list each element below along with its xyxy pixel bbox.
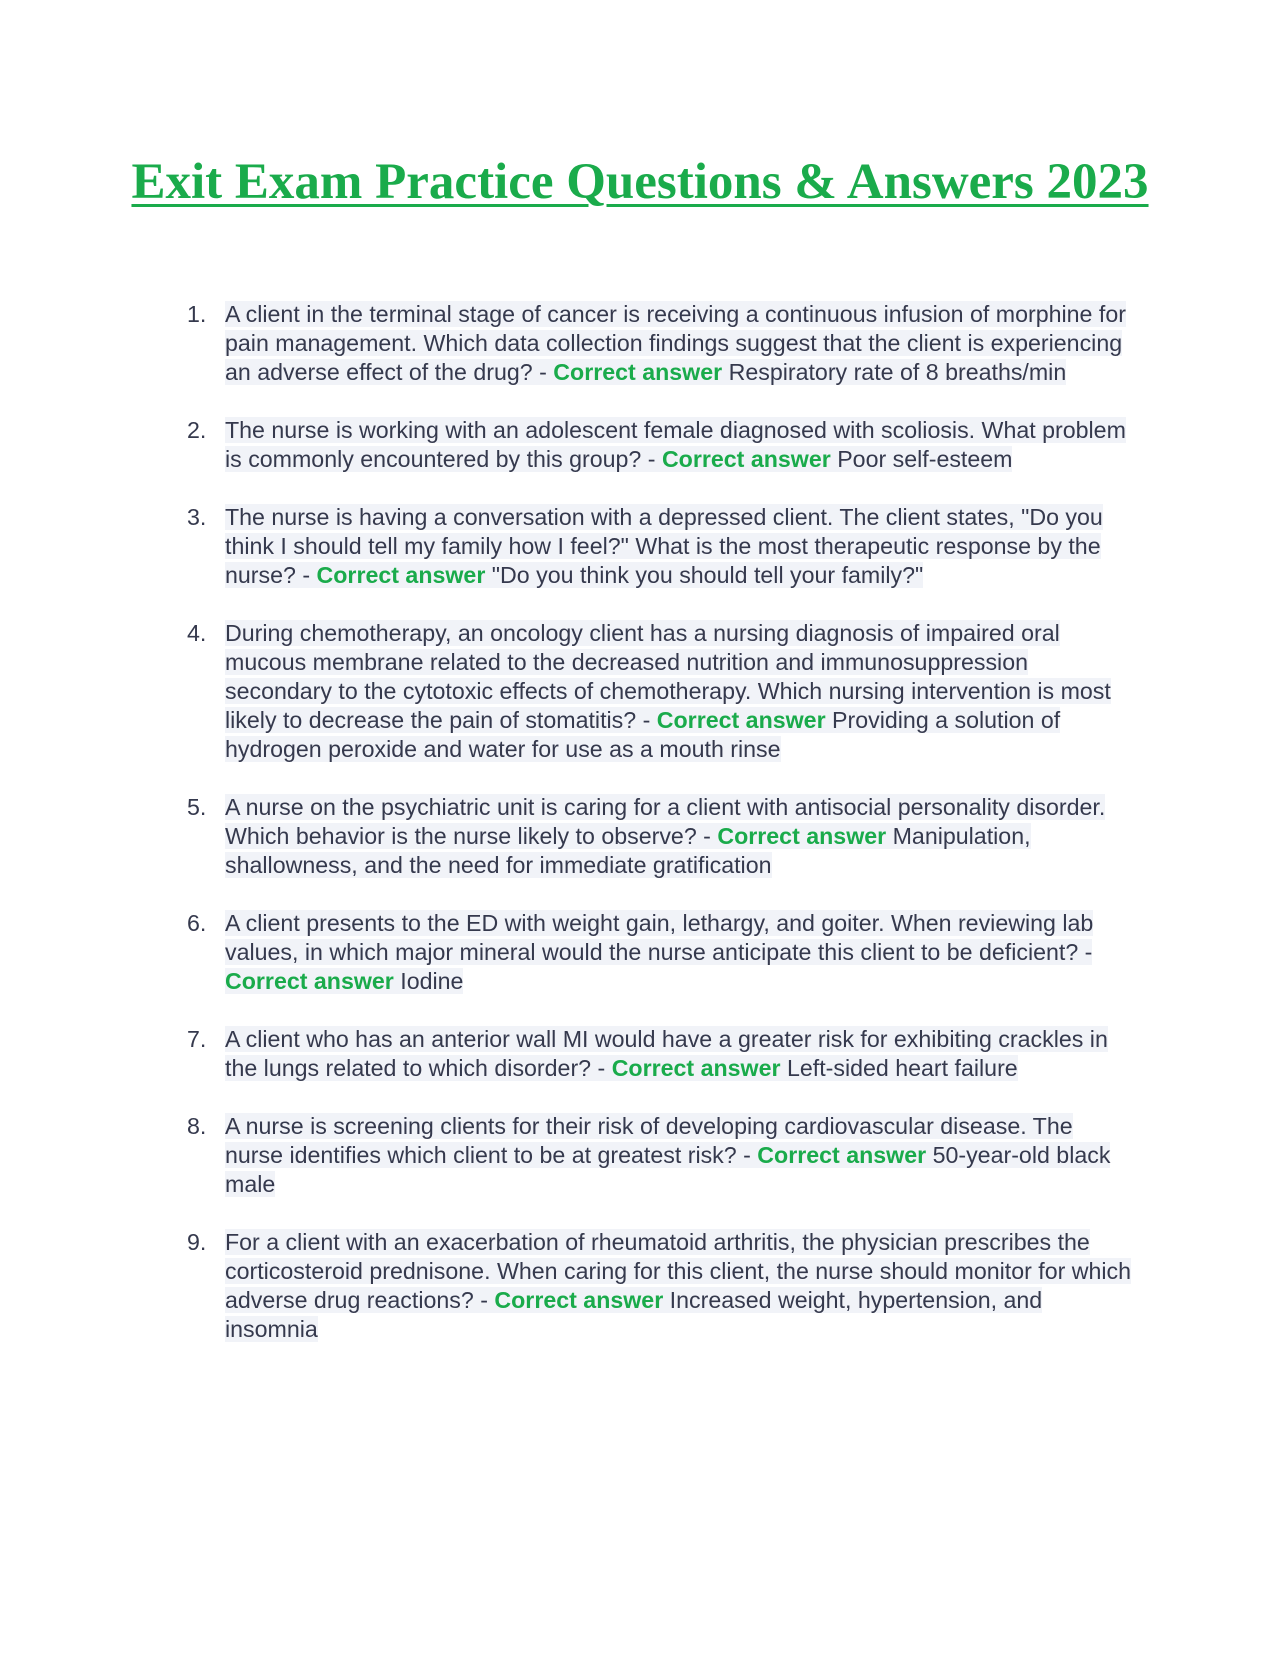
question-text: During chemotherapy, an oncology client has a nursing diagnosis of impaired oral mucous membrane related to the decreased nutrition and immunosuppression secondary to the cytotoxic effects of chemotherapy. Which nursing intervention is most likely to decrease the pain of stomatitis? - bbox=[225, 620, 1111, 733]
question-number: 8. bbox=[187, 1113, 207, 1139]
correct-answer-label: Correct answer bbox=[757, 1142, 927, 1168]
question-number: 7. bbox=[187, 1026, 207, 1052]
question-number: 2. bbox=[187, 417, 207, 443]
question-item bbox=[174, 300, 1136, 387]
answer-text: "Do you think you should tell your family?" bbox=[491, 562, 924, 588]
answer-text: Iodine bbox=[400, 968, 464, 994]
question-text: A client presents to the ED with weight gain, lethargy, and goiter. When reviewing lab values, in which major mineral would the nurse anticipate this client to be deficient? - bbox=[225, 910, 1094, 965]
correct-answer-label: Correct answer bbox=[553, 359, 723, 385]
question-number: 1. bbox=[187, 301, 207, 327]
question-item bbox=[174, 1228, 1136, 1344]
question-text: A client who has an anterior wall MI would have a greater risk for exhibiting crackles in the lungs related to which disorder? - bbox=[225, 1026, 1108, 1081]
question-text: A nurse on the psychiatric unit is caring for a client with antisocial personality disorder. Which behavior is the nurse likely to observe? - bbox=[225, 794, 1106, 849]
correct-answer-label: Correct answer bbox=[661, 446, 831, 472]
question-text: A client in the terminal stage of cancer is receiving a continuous infusion of morphine for pain management. Which data collection findings suggest that the client is experiencing an adverse effect of the drug? - bbox=[225, 301, 1126, 385]
answer-text: Left-sided heart failure bbox=[786, 1055, 1018, 1081]
answer-text: Increased weight, hypertension, and insomnia bbox=[225, 1287, 1043, 1342]
question-number: 4. bbox=[187, 620, 207, 646]
question-item bbox=[174, 619, 1136, 764]
question-number: 9. bbox=[187, 1229, 207, 1255]
correct-answer-label: Correct answer bbox=[656, 707, 826, 733]
question-text: The nurse is working with an adolescent female diagnosed with scoliosis. What problem is commonly encountered by this group? - bbox=[225, 417, 1126, 472]
answer-text: Respiratory rate of 8 breaths/min bbox=[728, 359, 1067, 385]
question-list bbox=[174, 300, 1136, 1373]
question-number: 5. bbox=[187, 794, 207, 820]
question-text: For a client with an exacerbation of rheumatoid arthritis, the physician prescribes the corticosteroid prednisone. When caring for this client, the nurse should monitor for which adverse drug reactions? - bbox=[225, 1229, 1132, 1313]
question-item bbox=[174, 793, 1136, 880]
correct-answer-label: Correct answer bbox=[316, 562, 486, 588]
question-item bbox=[174, 416, 1136, 474]
question-text: The nurse is having a conversation with a depressed client. The client states, "Do you think I should tell my family how I feel?" What is the most therapeutic response by the nurse? - bbox=[225, 504, 1103, 588]
question-item bbox=[174, 503, 1136, 590]
question-number: 3. bbox=[187, 504, 207, 530]
question-text: A nurse is screening clients for their risk of developing cardiovascular disease. The nurse identifies which client to be at greatest risk? - bbox=[225, 1113, 1073, 1168]
correct-answer-label: Correct answer bbox=[225, 968, 394, 994]
page-title: Exit Exam Practice Questions & Answers 2023 bbox=[131, 154, 1149, 210]
correct-answer-label: Correct answer bbox=[494, 1287, 664, 1313]
question-number: 6. bbox=[187, 910, 207, 936]
question-item bbox=[174, 1112, 1136, 1199]
answer-text: Providing a solution of hydrogen peroxide and water for use as a mouth rinse bbox=[225, 707, 1061, 762]
answer-text: Manipulation, shallowness, and the need for immediate gratification bbox=[225, 823, 1031, 878]
answer-text: Poor self-esteem bbox=[837, 446, 1013, 472]
question-item bbox=[174, 1025, 1136, 1083]
correct-answer-label: Correct answer bbox=[611, 1055, 781, 1081]
correct-answer-label: Correct answer bbox=[717, 823, 887, 849]
question-item bbox=[174, 909, 1136, 996]
answer-text: 50-year-old black male bbox=[225, 1142, 1111, 1197]
